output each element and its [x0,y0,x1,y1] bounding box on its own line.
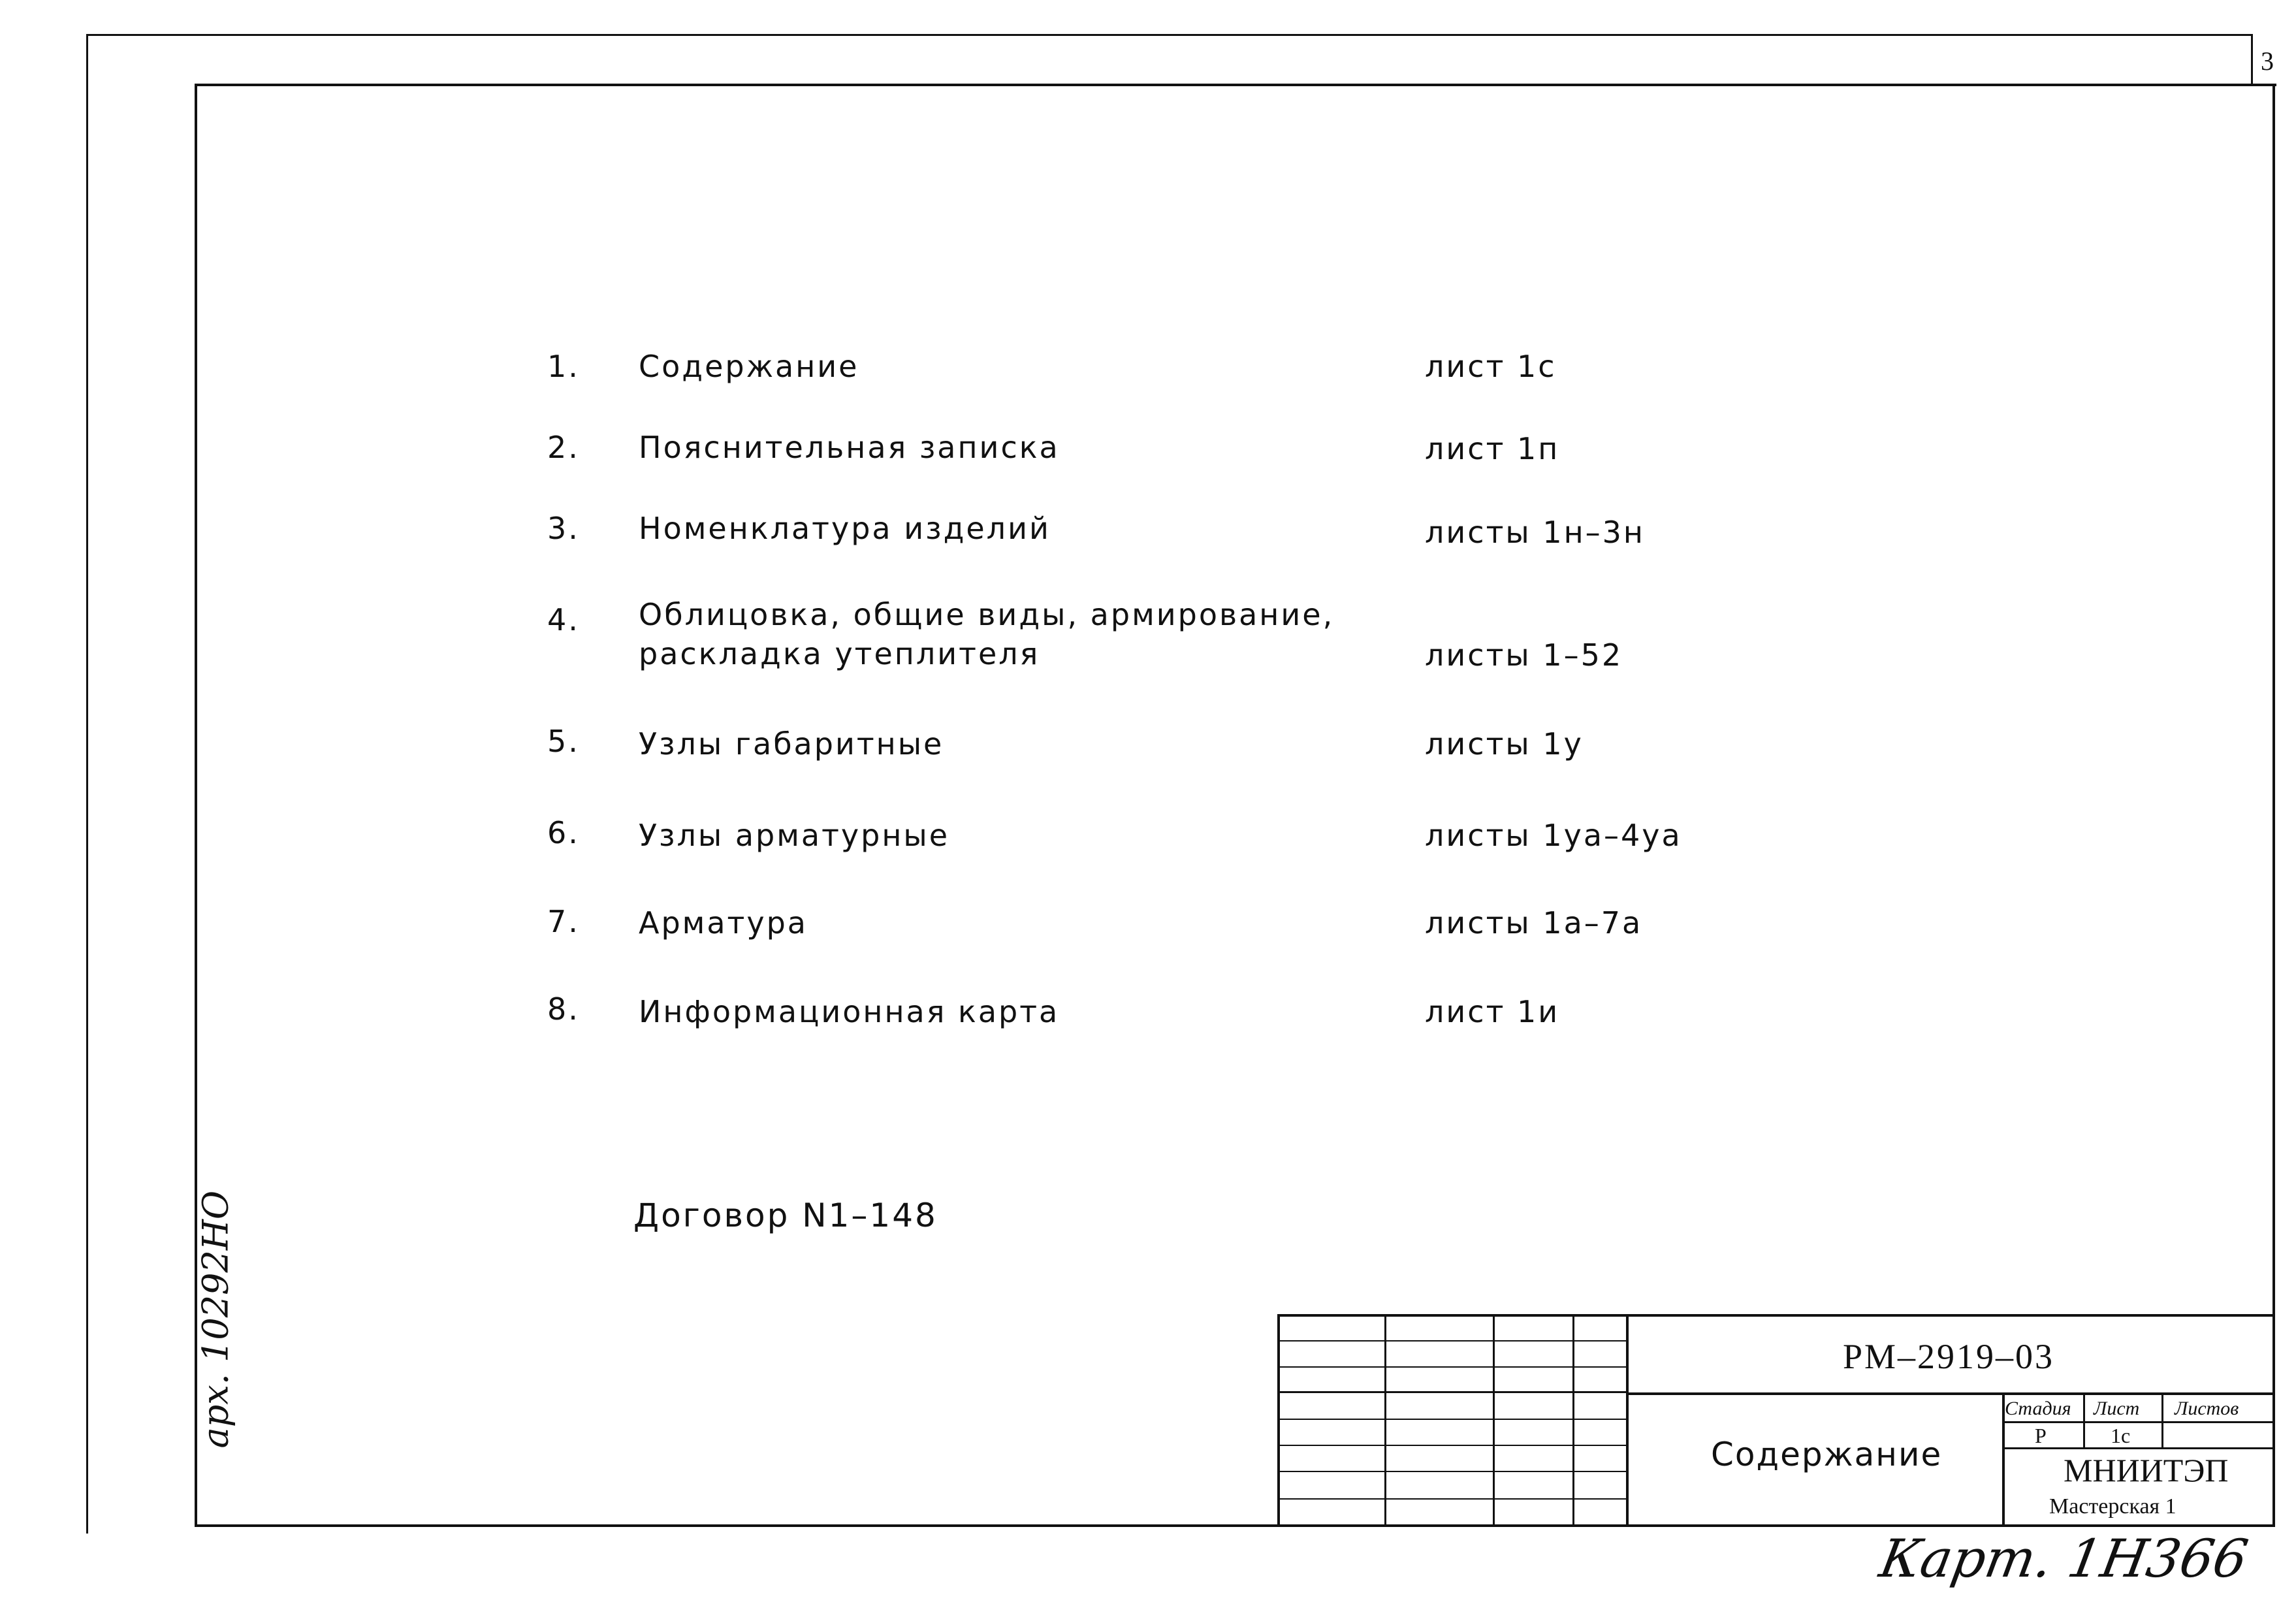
tb-grid-h4 [1279,1419,1627,1420]
toc-item-title: Арматура [639,905,808,940]
toc-item-title-continued: раскладка утеплителя [639,636,1040,671]
outer-frame-top [86,34,2253,36]
toc-item-number: 8. [547,991,580,1027]
toc-item-number: 3. [547,511,580,546]
toc-item-sheet: листы 1уа–4уа [1425,818,1682,853]
handwritten-bottom-note: Карт. 1Н366 [1875,1528,2253,1589]
tb-grid-v1 [1384,1314,1386,1527]
inner-frame-top [196,84,2276,86]
page-number: 3 [2261,46,2274,76]
page-number-box-left [2251,34,2253,86]
toc-item-sheet: лист 1и [1425,994,1560,1029]
toc-item-number: 6. [547,815,580,850]
tb-grid-h5 [1279,1445,1627,1446]
department: Мастерская 1 [2049,1494,2176,1519]
toc-item-title: Номенклатура изделий [639,511,1051,546]
sheet-header: Лист [2094,1398,2140,1419]
toc-item-title: Узлы габаритные [639,726,944,762]
toc-item-title: Узлы арматурные [639,818,950,853]
stage-value: Р [2035,1424,2047,1447]
toc-item-title: Облицовка, общие виды, армирование, [639,597,1335,632]
outer-frame-left [86,34,88,1534]
stage-header: Стадия [2005,1398,2071,1419]
tb-stage-v2 [2161,1392,2163,1449]
tb-stage-h2 [2002,1447,2275,1449]
toc-item-sheet: лист 1с [1425,349,1557,384]
tb-right-h-code [1626,1392,2275,1395]
tb-grid-h6 [1279,1471,1627,1472]
toc-item-sheet: лист 1п [1425,431,1560,466]
contract-number: Договор N1–148 [633,1197,938,1234]
sheets-header: Листов [2175,1398,2239,1419]
toc-item-number: 4. [547,602,580,637]
toc-item-title: Пояснительная записка [639,430,1060,465]
tb-left [1277,1314,1280,1527]
tb-grid-h1 [1279,1340,1627,1342]
toc-item-number: 2. [547,430,580,465]
organization: МНИИТЭП [2064,1452,2229,1488]
sheet-value: 1с [2111,1424,2131,1447]
toc-item-title: Содержание [639,349,859,384]
tb-grid-h2 [1279,1366,1627,1368]
toc-item-number: 5. [547,724,580,759]
inner-frame-bottom [195,1524,2275,1527]
tb-stage-v1 [2083,1392,2085,1449]
toc-item-title: Информационная карта [639,994,1060,1029]
toc-item-sheet: листы 1у [1425,726,1584,762]
tb-grid-h3 [1279,1391,1627,1393]
inner-frame-right [2272,84,2275,1527]
tb-grid-v2 [1493,1314,1495,1527]
toc-item-sheet: листы 1–52 [1425,637,1623,673]
tb-top [1279,1314,2275,1317]
toc-item-number: 1. [547,349,580,384]
tb-stage-h1 [2002,1421,2275,1423]
toc-item-number: 7. [547,904,580,939]
handwritten-side-note: арх. 10292НО [195,1190,236,1449]
toc-item-sheet: листы 1н–3н [1425,515,1646,550]
toc-item-sheet: листы 1а–7а [1425,905,1643,940]
tb-grid-v3 [1572,1314,1574,1527]
tb-grid-v4 [1626,1314,1629,1527]
tb-grid-h7 [1279,1498,1627,1500]
document-code: РМ–2919–03 [1843,1337,2055,1376]
document-title: Содержание [1711,1436,1943,1473]
